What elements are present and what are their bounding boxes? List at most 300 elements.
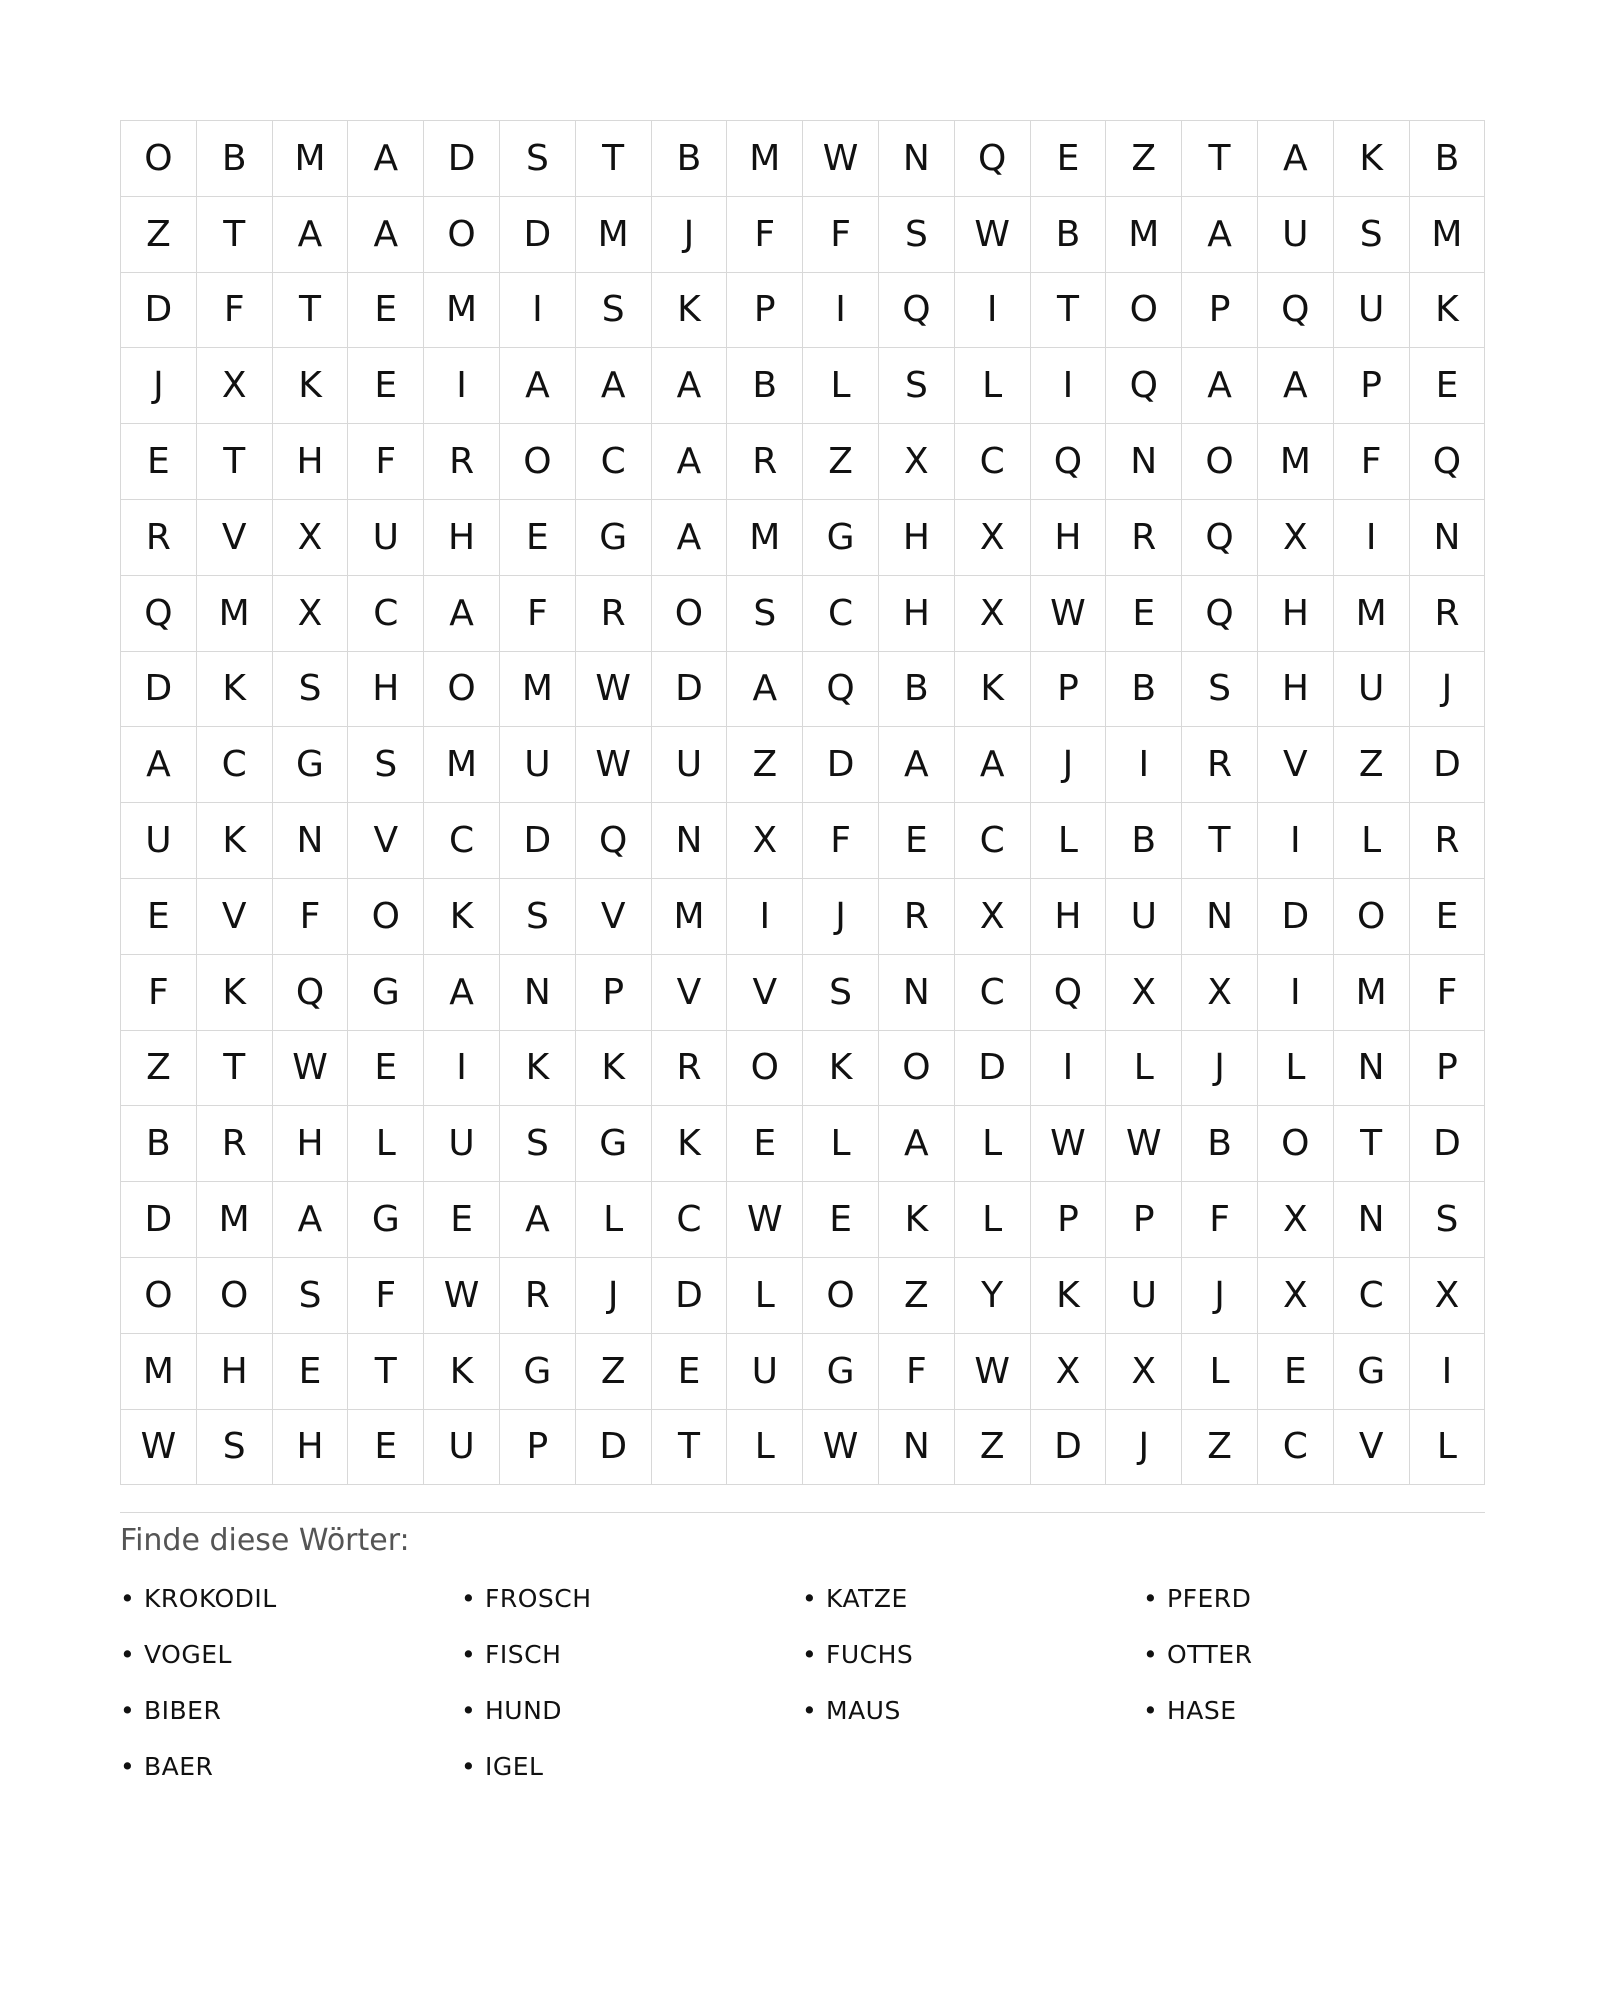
grid-cell[interactable]: L <box>1106 1031 1182 1107</box>
grid-cell[interactable]: J <box>1106 1410 1182 1486</box>
grid-cell[interactable]: S <box>500 121 576 197</box>
grid-cell[interactable]: J <box>652 197 728 273</box>
grid-cell[interactable]: M <box>1258 424 1334 500</box>
grid-cell[interactable]: J <box>1182 1031 1258 1107</box>
grid-cell[interactable]: O <box>424 652 500 728</box>
grid-cell[interactable]: M <box>424 273 500 349</box>
grid-cell[interactable]: W <box>273 1031 349 1107</box>
grid-cell[interactable]: N <box>1334 1031 1410 1107</box>
grid-cell[interactable]: B <box>1182 1106 1258 1182</box>
grid-cell[interactable]: Q <box>121 576 197 652</box>
grid-cell[interactable]: Z <box>879 1258 955 1334</box>
grid-cell[interactable]: K <box>500 1031 576 1107</box>
grid-cell[interactable]: L <box>576 1182 652 1258</box>
grid-cell[interactable]: I <box>424 348 500 424</box>
grid-cell[interactable]: W <box>727 1182 803 1258</box>
grid-cell[interactable]: I <box>500 273 576 349</box>
grid-cell[interactable]: X <box>955 500 1031 576</box>
grid-cell[interactable]: M <box>273 121 349 197</box>
grid-cell[interactable]: U <box>652 727 728 803</box>
grid-cell[interactable]: A <box>121 727 197 803</box>
grid-cell[interactable]: Y <box>955 1258 1031 1334</box>
grid-cell[interactable]: F <box>197 273 273 349</box>
grid-cell[interactable]: T <box>576 121 652 197</box>
grid-cell[interactable]: M <box>727 121 803 197</box>
grid-cell[interactable]: W <box>576 652 652 728</box>
grid-cell[interactable]: W <box>955 1334 1031 1410</box>
grid-cell[interactable]: E <box>1106 576 1182 652</box>
grid-cell[interactable]: Z <box>803 424 879 500</box>
grid-cell[interactable]: Q <box>955 121 1031 197</box>
grid-cell[interactable]: B <box>121 1106 197 1182</box>
grid-cell[interactable]: V <box>727 955 803 1031</box>
grid-cell[interactable]: J <box>1410 652 1486 728</box>
grid-cell[interactable]: D <box>1410 1106 1486 1182</box>
grid-cell[interactable]: U <box>1106 1258 1182 1334</box>
grid-cell[interactable]: J <box>576 1258 652 1334</box>
grid-cell[interactable]: B <box>727 348 803 424</box>
grid-cell[interactable]: A <box>955 727 1031 803</box>
grid-cell[interactable]: W <box>1031 1106 1107 1182</box>
grid-cell[interactable]: A <box>500 348 576 424</box>
grid-cell[interactable]: S <box>879 348 955 424</box>
grid-cell[interactable]: X <box>955 879 1031 955</box>
grid-cell[interactable]: A <box>652 424 728 500</box>
grid-cell[interactable]: D <box>652 652 728 728</box>
grid-cell[interactable]: D <box>576 1410 652 1486</box>
grid-cell[interactable]: E <box>803 1182 879 1258</box>
grid-cell[interactable]: E <box>273 1334 349 1410</box>
grid-cell[interactable]: M <box>424 727 500 803</box>
grid-cell[interactable]: K <box>197 955 273 1031</box>
grid-cell[interactable]: E <box>348 273 424 349</box>
grid-cell[interactable]: K <box>879 1182 955 1258</box>
grid-cell[interactable]: E <box>727 1106 803 1182</box>
grid-cell[interactable]: E <box>121 879 197 955</box>
grid-cell[interactable]: Q <box>576 803 652 879</box>
grid-cell[interactable]: W <box>803 1410 879 1486</box>
grid-cell[interactable]: X <box>1106 955 1182 1031</box>
grid-cell[interactable]: M <box>1410 197 1486 273</box>
grid-cell[interactable]: C <box>424 803 500 879</box>
grid-cell[interactable]: H <box>273 1410 349 1486</box>
grid-cell[interactable]: X <box>197 348 273 424</box>
grid-cell[interactable]: K <box>652 1106 728 1182</box>
grid-cell[interactable]: Q <box>1258 273 1334 349</box>
grid-cell[interactable]: B <box>1106 652 1182 728</box>
grid-cell[interactable]: Q <box>879 273 955 349</box>
grid-cell[interactable]: N <box>1106 424 1182 500</box>
grid-cell[interactable]: H <box>1031 879 1107 955</box>
grid-cell[interactable]: A <box>652 348 728 424</box>
grid-cell[interactable]: J <box>1182 1258 1258 1334</box>
grid-cell[interactable]: G <box>500 1334 576 1410</box>
grid-cell[interactable]: X <box>273 500 349 576</box>
grid-cell[interactable]: D <box>652 1258 728 1334</box>
grid-cell[interactable]: U <box>1106 879 1182 955</box>
grid-cell[interactable]: B <box>1106 803 1182 879</box>
grid-cell[interactable]: Z <box>576 1334 652 1410</box>
grid-cell[interactable]: D <box>500 803 576 879</box>
grid-cell[interactable]: G <box>348 1182 424 1258</box>
grid-cell[interactable]: G <box>348 955 424 1031</box>
grid-cell[interactable]: O <box>652 576 728 652</box>
grid-cell[interactable]: A <box>424 576 500 652</box>
grid-cell[interactable]: O <box>424 197 500 273</box>
grid-cell[interactable]: C <box>955 803 1031 879</box>
grid-cell[interactable]: F <box>348 424 424 500</box>
grid-cell[interactable]: N <box>273 803 349 879</box>
grid-cell[interactable]: X <box>1410 1258 1486 1334</box>
grid-cell[interactable]: W <box>803 121 879 197</box>
grid-cell[interactable]: R <box>879 879 955 955</box>
grid-cell[interactable]: Z <box>121 1031 197 1107</box>
grid-cell[interactable]: F <box>727 197 803 273</box>
grid-cell[interactable]: D <box>121 652 197 728</box>
grid-cell[interactable]: D <box>121 273 197 349</box>
grid-cell[interactable]: U <box>727 1334 803 1410</box>
grid-cell[interactable]: H <box>1258 652 1334 728</box>
grid-cell[interactable]: B <box>1410 121 1486 197</box>
grid-cell[interactable]: B <box>1031 197 1107 273</box>
grid-cell[interactable]: N <box>1410 500 1486 576</box>
grid-cell[interactable]: H <box>879 500 955 576</box>
grid-cell[interactable]: A <box>879 1106 955 1182</box>
grid-cell[interactable]: T <box>348 1334 424 1410</box>
grid-cell[interactable]: T <box>197 424 273 500</box>
grid-cell[interactable]: E <box>121 424 197 500</box>
grid-cell[interactable]: K <box>803 1031 879 1107</box>
grid-cell[interactable]: L <box>803 348 879 424</box>
grid-cell[interactable]: F <box>879 1334 955 1410</box>
grid-cell[interactable]: R <box>1182 727 1258 803</box>
grid-cell[interactable]: K <box>652 273 728 349</box>
grid-cell[interactable]: E <box>1410 879 1486 955</box>
grid-cell[interactable]: A <box>1258 348 1334 424</box>
grid-cell[interactable]: U <box>500 727 576 803</box>
grid-cell[interactable]: L <box>803 1106 879 1182</box>
grid-cell[interactable]: K <box>197 652 273 728</box>
grid-cell[interactable]: R <box>121 500 197 576</box>
grid-cell[interactable]: Z <box>955 1410 1031 1486</box>
grid-cell[interactable]: O <box>121 121 197 197</box>
grid-cell[interactable]: G <box>803 1334 879 1410</box>
grid-cell[interactable]: H <box>1258 576 1334 652</box>
grid-cell[interactable]: A <box>424 955 500 1031</box>
grid-cell[interactable]: I <box>1258 803 1334 879</box>
grid-cell[interactable]: M <box>197 1182 273 1258</box>
grid-cell[interactable]: L <box>1334 803 1410 879</box>
grid-cell[interactable]: S <box>879 197 955 273</box>
grid-cell[interactable]: T <box>1031 273 1107 349</box>
grid-cell[interactable]: B <box>197 121 273 197</box>
grid-cell[interactable]: S <box>1182 652 1258 728</box>
grid-cell[interactable]: M <box>727 500 803 576</box>
grid-cell[interactable]: E <box>348 1031 424 1107</box>
grid-cell[interactable]: K <box>1410 273 1486 349</box>
grid-cell[interactable]: Z <box>121 197 197 273</box>
grid-cell[interactable]: I <box>1334 500 1410 576</box>
grid-cell[interactable]: J <box>1031 727 1107 803</box>
grid-cell[interactable]: A <box>500 1182 576 1258</box>
grid-cell[interactable]: S <box>500 879 576 955</box>
grid-cell[interactable]: N <box>879 955 955 1031</box>
grid-cell[interactable]: F <box>803 803 879 879</box>
grid-cell[interactable]: M <box>652 879 728 955</box>
grid-cell[interactable]: M <box>197 576 273 652</box>
grid-cell[interactable]: X <box>1106 1334 1182 1410</box>
grid-cell[interactable]: K <box>576 1031 652 1107</box>
grid-cell[interactable]: L <box>955 348 1031 424</box>
grid-cell[interactable]: S <box>803 955 879 1031</box>
grid-cell[interactable]: D <box>500 197 576 273</box>
grid-cell[interactable]: A <box>576 348 652 424</box>
grid-cell[interactable]: L <box>348 1106 424 1182</box>
grid-cell[interactable]: V <box>348 803 424 879</box>
grid-cell[interactable]: W <box>424 1258 500 1334</box>
grid-cell[interactable]: Q <box>803 652 879 728</box>
grid-cell[interactable]: Z <box>1334 727 1410 803</box>
grid-cell[interactable]: E <box>348 1410 424 1486</box>
grid-cell[interactable]: S <box>576 273 652 349</box>
grid-cell[interactable]: S <box>727 576 803 652</box>
grid-cell[interactable]: U <box>424 1410 500 1486</box>
grid-cell[interactable]: G <box>273 727 349 803</box>
grid-cell[interactable]: P <box>1031 652 1107 728</box>
grid-cell[interactable]: K <box>197 803 273 879</box>
grid-cell[interactable]: T <box>1182 803 1258 879</box>
grid-cell[interactable]: F <box>121 955 197 1031</box>
grid-cell[interactable]: C <box>348 576 424 652</box>
grid-cell[interactable]: N <box>1182 879 1258 955</box>
grid-cell[interactable]: V <box>576 879 652 955</box>
grid-cell[interactable]: F <box>273 879 349 955</box>
grid-cell[interactable]: X <box>1258 500 1334 576</box>
grid-cell[interactable]: J <box>803 879 879 955</box>
grid-cell[interactable]: K <box>424 879 500 955</box>
grid-cell[interactable]: T <box>273 273 349 349</box>
grid-cell[interactable]: F <box>1334 424 1410 500</box>
grid-cell[interactable]: H <box>879 576 955 652</box>
grid-cell[interactable]: E <box>424 1182 500 1258</box>
grid-cell[interactable]: I <box>1031 1031 1107 1107</box>
grid-cell[interactable]: E <box>1031 121 1107 197</box>
grid-cell[interactable]: M <box>576 197 652 273</box>
grid-cell[interactable]: G <box>576 1106 652 1182</box>
grid-cell[interactable]: E <box>1410 348 1486 424</box>
grid-cell[interactable]: O <box>1106 273 1182 349</box>
grid-cell[interactable]: R <box>1410 803 1486 879</box>
grid-cell[interactable]: D <box>121 1182 197 1258</box>
grid-cell[interactable]: F <box>1410 955 1486 1031</box>
grid-cell[interactable]: Q <box>273 955 349 1031</box>
grid-cell[interactable]: Z <box>727 727 803 803</box>
grid-cell[interactable]: W <box>955 197 1031 273</box>
grid-cell[interactable]: I <box>1106 727 1182 803</box>
grid-cell[interactable]: E <box>652 1334 728 1410</box>
grid-cell[interactable]: R <box>652 1031 728 1107</box>
grid-cell[interactable]: P <box>1410 1031 1486 1107</box>
grid-cell[interactable]: I <box>803 273 879 349</box>
grid-cell[interactable]: O <box>1258 1106 1334 1182</box>
grid-cell[interactable]: L <box>727 1258 803 1334</box>
grid-cell[interactable]: C <box>955 955 1031 1031</box>
grid-cell[interactable]: K <box>424 1334 500 1410</box>
grid-cell[interactable]: L <box>1182 1334 1258 1410</box>
grid-cell[interactable]: T <box>1182 121 1258 197</box>
grid-cell[interactable]: O <box>1182 424 1258 500</box>
grid-cell[interactable]: Q <box>1031 424 1107 500</box>
grid-cell[interactable]: P <box>1334 348 1410 424</box>
grid-cell[interactable]: W <box>1106 1106 1182 1182</box>
grid-cell[interactable]: U <box>424 1106 500 1182</box>
grid-cell[interactable]: R <box>424 424 500 500</box>
grid-cell[interactable]: L <box>955 1106 1031 1182</box>
grid-cell[interactable]: D <box>424 121 500 197</box>
grid-cell[interactable]: O <box>1334 879 1410 955</box>
grid-cell[interactable]: P <box>1106 1182 1182 1258</box>
grid-cell[interactable]: Q <box>1182 500 1258 576</box>
grid-cell[interactable]: X <box>1258 1182 1334 1258</box>
grid-cell[interactable]: M <box>121 1334 197 1410</box>
grid-cell[interactable]: I <box>1258 955 1334 1031</box>
grid-cell[interactable]: X <box>727 803 803 879</box>
grid-cell[interactable]: D <box>803 727 879 803</box>
grid-cell[interactable]: U <box>1258 197 1334 273</box>
grid-cell[interactable]: H <box>273 1106 349 1182</box>
grid-cell[interactable]: F <box>500 576 576 652</box>
grid-cell[interactable]: G <box>576 500 652 576</box>
grid-cell[interactable]: S <box>1334 197 1410 273</box>
grid-cell[interactable]: A <box>652 500 728 576</box>
grid-cell[interactable]: C <box>576 424 652 500</box>
grid-cell[interactable]: X <box>1258 1258 1334 1334</box>
grid-cell[interactable]: O <box>121 1258 197 1334</box>
grid-cell[interactable]: O <box>500 424 576 500</box>
grid-cell[interactable]: V <box>197 879 273 955</box>
grid-cell[interactable]: O <box>348 879 424 955</box>
grid-cell[interactable]: W <box>1031 576 1107 652</box>
grid-cell[interactable]: K <box>1031 1258 1107 1334</box>
grid-cell[interactable]: Z <box>1182 1410 1258 1486</box>
grid-cell[interactable]: U <box>348 500 424 576</box>
grid-cell[interactable]: S <box>273 1258 349 1334</box>
grid-cell[interactable]: O <box>727 1031 803 1107</box>
grid-cell[interactable]: S <box>348 727 424 803</box>
grid-cell[interactable]: A <box>348 121 424 197</box>
grid-cell[interactable]: I <box>1031 348 1107 424</box>
grid-cell[interactable]: C <box>803 576 879 652</box>
grid-cell[interactable]: R <box>197 1106 273 1182</box>
grid-cell[interactable]: J <box>121 348 197 424</box>
grid-cell[interactable]: Q <box>1182 576 1258 652</box>
grid-cell[interactable]: H <box>273 424 349 500</box>
grid-cell[interactable]: N <box>879 1410 955 1486</box>
grid-cell[interactable]: U <box>1334 652 1410 728</box>
grid-cell[interactable]: I <box>955 273 1031 349</box>
grid-cell[interactable]: P <box>1031 1182 1107 1258</box>
grid-cell[interactable]: Z <box>1106 121 1182 197</box>
grid-cell[interactable]: R <box>727 424 803 500</box>
grid-cell[interactable]: M <box>1334 576 1410 652</box>
grid-cell[interactable]: T <box>652 1410 728 1486</box>
grid-cell[interactable]: Q <box>1410 424 1486 500</box>
grid-cell[interactable]: N <box>879 121 955 197</box>
grid-cell[interactable]: L <box>955 1182 1031 1258</box>
grid-cell[interactable]: R <box>1106 500 1182 576</box>
grid-cell[interactable]: V <box>1258 727 1334 803</box>
grid-cell[interactable]: L <box>1258 1031 1334 1107</box>
grid-cell[interactable]: A <box>1182 197 1258 273</box>
grid-cell[interactable]: E <box>500 500 576 576</box>
grid-cell[interactable]: A <box>273 197 349 273</box>
grid-cell[interactable]: H <box>348 652 424 728</box>
grid-cell[interactable]: P <box>576 955 652 1031</box>
grid-cell[interactable]: A <box>348 197 424 273</box>
grid-cell[interactable]: T <box>197 197 273 273</box>
grid-cell[interactable]: M <box>1334 955 1410 1031</box>
grid-cell[interactable]: C <box>197 727 273 803</box>
grid-cell[interactable]: M <box>500 652 576 728</box>
grid-cell[interactable]: S <box>273 652 349 728</box>
grid-cell[interactable]: O <box>879 1031 955 1107</box>
grid-cell[interactable]: U <box>121 803 197 879</box>
grid-cell[interactable]: O <box>803 1258 879 1334</box>
grid-cell[interactable]: R <box>1410 576 1486 652</box>
grid-cell[interactable]: S <box>197 1410 273 1486</box>
grid-cell[interactable]: L <box>727 1410 803 1486</box>
grid-cell[interactable]: G <box>1334 1334 1410 1410</box>
grid-cell[interactable]: N <box>652 803 728 879</box>
grid-cell[interactable]: P <box>500 1410 576 1486</box>
grid-cell[interactable]: V <box>652 955 728 1031</box>
grid-cell[interactable]: A <box>1258 121 1334 197</box>
grid-cell[interactable]: X <box>273 576 349 652</box>
grid-cell[interactable]: S <box>1410 1182 1486 1258</box>
grid-cell[interactable]: W <box>121 1410 197 1486</box>
grid-cell[interactable]: P <box>727 273 803 349</box>
grid-cell[interactable]: X <box>1182 955 1258 1031</box>
grid-cell[interactable]: M <box>1106 197 1182 273</box>
grid-cell[interactable]: D <box>1031 1410 1107 1486</box>
grid-cell[interactable]: F <box>1182 1182 1258 1258</box>
grid-cell[interactable]: E <box>879 803 955 879</box>
grid-cell[interactable]: Q <box>1106 348 1182 424</box>
grid-cell[interactable]: H <box>1031 500 1107 576</box>
grid-cell[interactable]: H <box>424 500 500 576</box>
grid-cell[interactable]: V <box>197 500 273 576</box>
grid-cell[interactable]: I <box>1410 1334 1486 1410</box>
grid-cell[interactable]: C <box>1334 1258 1410 1334</box>
grid-cell[interactable]: E <box>348 348 424 424</box>
grid-cell[interactable]: D <box>1410 727 1486 803</box>
grid-cell[interactable]: P <box>1182 273 1258 349</box>
grid-cell[interactable]: F <box>803 197 879 273</box>
grid-cell[interactable]: K <box>955 652 1031 728</box>
grid-cell[interactable]: B <box>879 652 955 728</box>
grid-cell[interactable]: R <box>576 576 652 652</box>
grid-cell[interactable]: X <box>1031 1334 1107 1410</box>
grid-cell[interactable]: A <box>727 652 803 728</box>
grid-cell[interactable]: D <box>1258 879 1334 955</box>
grid-cell[interactable]: K <box>1334 121 1410 197</box>
grid-cell[interactable]: H <box>197 1334 273 1410</box>
grid-cell[interactable]: D <box>955 1031 1031 1107</box>
grid-cell[interactable]: R <box>500 1258 576 1334</box>
grid-cell[interactable]: I <box>727 879 803 955</box>
grid-cell[interactable]: A <box>879 727 955 803</box>
grid-cell[interactable]: T <box>1334 1106 1410 1182</box>
